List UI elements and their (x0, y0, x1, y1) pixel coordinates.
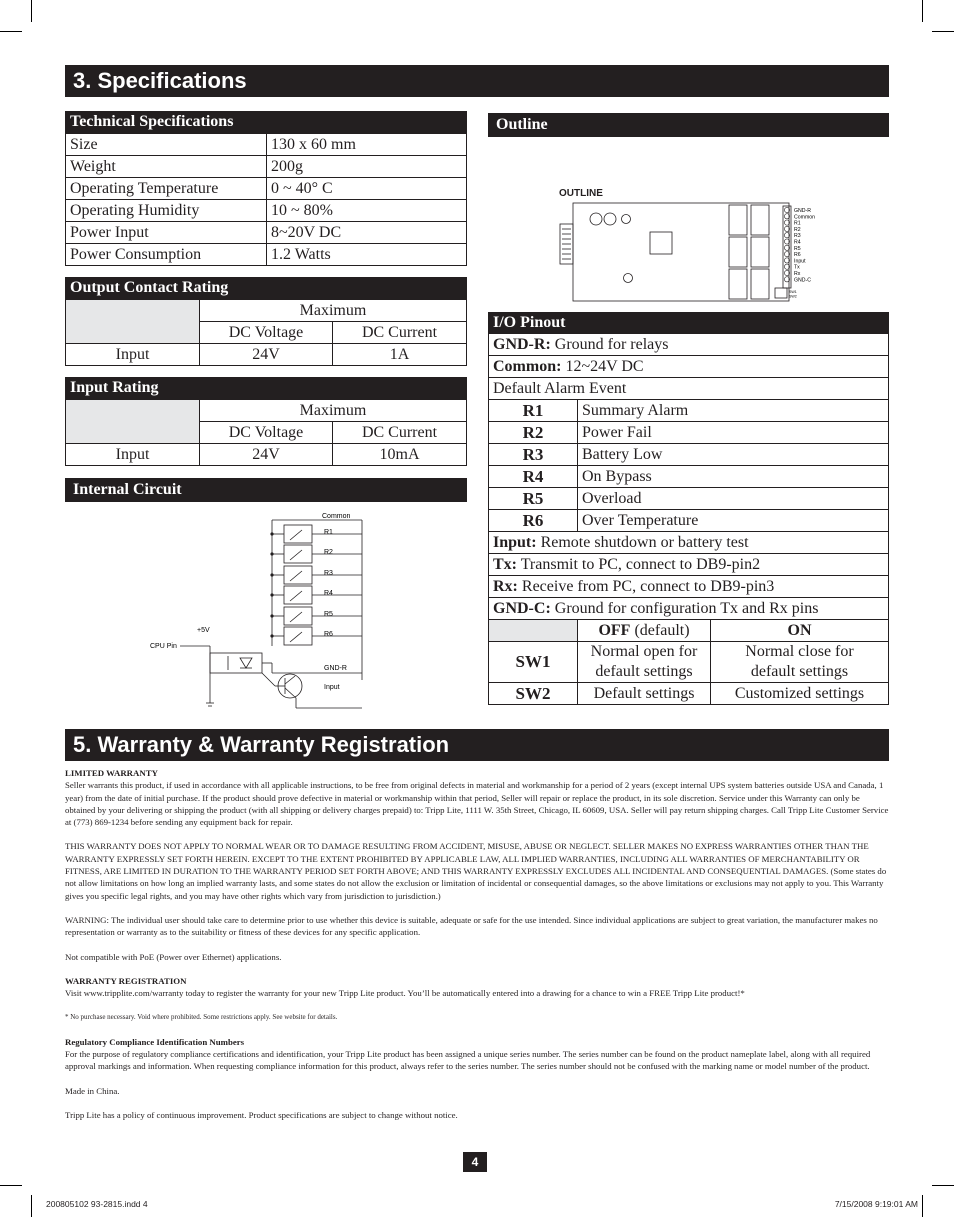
limited-warranty-heading: LIMITED WARRANTY (65, 768, 158, 778)
tech-spec-row (66, 178, 467, 200)
relay-id: R5 (489, 488, 578, 510)
gnd-r-row (489, 334, 889, 356)
current-value: 1A (333, 344, 467, 366)
crop-mark (922, 1195, 923, 1217)
relay-row (489, 400, 889, 422)
input-row (489, 532, 889, 554)
relay-id: R1 (489, 400, 578, 422)
relay-id: R3 (489, 444, 578, 466)
poe-text: Not compatible with PoE (Power over Ethernet) applications. (65, 951, 282, 962)
regulatory-text: For the purpose of regulatory compliance certifications and identification, your Tripp Lite product has been assigned a unique series number. The series number can be found on the product nameplate label, along with all required approval markings and information. When requesting compliance information for this product, always refer to the series number. The series number should not be confused with the marking name or model number of the product. (65, 1049, 871, 1072)
rx-text: Receive from PC, connect to DB9-pin3 (517, 577, 775, 595)
voltage-value: 24V (200, 344, 333, 366)
improvement-text: Tripp Lite has a policy of continuous improvement. Product specifications are subject to change without notice. (65, 1109, 458, 1120)
pin-label: Common (794, 214, 816, 221)
switch-label: SW1 (789, 290, 797, 294)
warranty-text (65, 767, 889, 1133)
sw2-on-cell: Customized settings (711, 683, 889, 705)
crop-mark (31, 0, 32, 22)
dc-current-label: DC Current (333, 422, 467, 444)
internal-circuit-header (65, 478, 467, 502)
crop-mark (0, 1185, 22, 1186)
cpu-pin-label: CPU Pin (150, 643, 177, 650)
tech-spec-row (66, 222, 467, 244)
pin-label: R1 (794, 220, 801, 227)
relay-row (489, 510, 889, 532)
slug-left: 200805102 93-2815.indd 4 (46, 1199, 148, 1209)
relay-event: On Bypass (578, 466, 889, 488)
relay-event: Power Fail (578, 422, 889, 444)
r5-label: R5 (324, 611, 333, 618)
voltage-value: 24V (200, 444, 333, 466)
input-label: Input: (493, 533, 537, 551)
row-label: Input (66, 444, 200, 466)
maximum-label: Maximum (200, 400, 467, 422)
crop-mark (0, 31, 22, 32)
blank-cell (489, 620, 578, 642)
regulatory-heading: Regulatory Compliance Identification Numbers (65, 1036, 245, 1047)
section-5-title: 5. Warranty & Warranty Registration (73, 732, 450, 757)
crop-mark (932, 31, 954, 32)
r4-label: R4 (324, 590, 333, 597)
outline-diagram (558, 202, 828, 304)
relay-event: Overload (578, 488, 889, 510)
default-alarm-row: Default Alarm Event (489, 378, 889, 400)
tx-text: Transmit to PC, connect to DB9-pin2 (517, 555, 761, 573)
input-rating-table (65, 399, 467, 466)
row-label: Input (66, 344, 200, 366)
sw1-label: SW1 (489, 642, 578, 683)
tech-spec-value: 0 ~ 40° C (267, 178, 467, 200)
tech-spec-row (66, 156, 467, 178)
dc-voltage-label: DC Voltage (200, 322, 333, 344)
common-label: Common: (493, 357, 562, 375)
tech-spec-value: 1.2 Watts (267, 244, 467, 266)
r2-label: R2 (324, 549, 333, 556)
tech-spec-label: Operating Humidity (66, 200, 267, 222)
outline-header (488, 113, 889, 137)
pin-label: R3 (794, 233, 801, 240)
dc-current-label: DC Current (333, 322, 467, 344)
gnd-c-label: GND-C: (493, 599, 551, 617)
relay-id: R4 (489, 466, 578, 488)
tech-spec-value: 8~20V DC (267, 222, 467, 244)
tech-spec-value: 10 ~ 80% (267, 200, 467, 222)
switch-label: SW2 (789, 294, 797, 299)
tech-specs-title: Technical Specifications (70, 113, 234, 130)
page-number: 4 (463, 1152, 487, 1172)
crop-mark (31, 1195, 32, 1217)
common-text: 12~24V DC (561, 357, 644, 375)
tech-spec-value: 130 x 60 mm (267, 134, 467, 156)
r1-label: R1 (324, 529, 333, 536)
output-contact-table (65, 299, 467, 366)
sw1-on-line1: Normal close for (745, 643, 854, 660)
rx-row (489, 576, 889, 598)
slug-right: 7/15/2008 9:19:01 AM (834, 1199, 918, 1209)
pin-label: Rx (794, 271, 801, 277)
tech-specs-header (65, 111, 467, 133)
io-pinout-title: I/O Pinout (493, 314, 566, 331)
pin-label: Tx (794, 264, 800, 271)
rx-label: Rx: (493, 577, 518, 595)
tech-spec-row (66, 134, 467, 156)
outline-diagram-title: OUTLINE (559, 188, 603, 199)
plus5v-label: +5V (197, 627, 210, 634)
maximum-label: Maximum (200, 300, 467, 322)
off-default-text: (default) (630, 621, 690, 639)
section-3-banner (65, 65, 889, 97)
tech-spec-row (66, 244, 467, 266)
section-3-title: 3. Specifications (73, 68, 247, 93)
relay-row (489, 422, 889, 444)
pin-label: R2 (794, 226, 801, 233)
footnote-text: * No purchase necessary. Void where prohibited. Some restrictions apply. See website for details. (65, 1013, 338, 1022)
input-label: Input (324, 684, 340, 691)
relay-id: R2 (489, 422, 578, 444)
tech-spec-value: 200g (267, 156, 467, 178)
input-rating-header (65, 377, 467, 399)
input-text: Remote shutdown or battery test (536, 533, 749, 551)
blank-cell (66, 300, 200, 344)
off-header (578, 620, 711, 642)
output-contact-header (65, 277, 467, 299)
pin-label: R6 (794, 252, 801, 259)
relay-event: Over Temperature (578, 510, 889, 532)
section-5-banner (65, 729, 889, 761)
blank-cell (66, 400, 200, 444)
on-header (711, 620, 889, 642)
common-row (489, 356, 889, 378)
pin-label: R5 (794, 245, 801, 252)
pin-label: R4 (794, 239, 801, 246)
sw2-off-cell: Default settings (578, 683, 711, 705)
tech-spec-label: Power Input (66, 222, 267, 244)
internal-circuit-title: Internal Circuit (73, 481, 182, 498)
tx-label: Tx: (493, 555, 517, 573)
internal-circuit-diagram (140, 508, 380, 713)
io-pinout-header (489, 313, 889, 334)
tx-row (489, 554, 889, 576)
gnd-r-label: GND-R (324, 665, 347, 672)
dc-voltage-label: DC Voltage (200, 422, 333, 444)
gnd-r-label: GND-R: (493, 335, 551, 353)
sw1-on-line2: default settings (750, 663, 849, 680)
outline-title: Outline (496, 116, 548, 133)
relay-row (489, 444, 889, 466)
relay-row (489, 466, 889, 488)
input-rating-title: Input Rating (70, 379, 159, 396)
tech-spec-label: Power Consumption (66, 244, 267, 266)
current-value: 10mA (333, 444, 467, 466)
r3-label: R3 (324, 570, 333, 577)
pin-label: GND-C (794, 277, 812, 284)
sw2-label: SW2 (489, 683, 578, 705)
tech-spec-label: Operating Temperature (66, 178, 267, 200)
relay-id: R6 (489, 510, 578, 532)
tech-specs-table (65, 133, 467, 266)
warning-text: WARNING: The individual user should take care to determine prior to use whether this device is suitable, adequate or safe for the use intended. Since individual applications are subject to great variation, the manufacturer makes no representation or warranty as to the suitability or fitness of these devices for any specific application. (65, 914, 878, 938)
crop-mark (922, 0, 923, 22)
registration-heading: WARRANTY REGISTRATION (65, 975, 187, 986)
relay-event: Summary Alarm (578, 400, 889, 422)
on-label: ON (787, 621, 812, 639)
pin-label: Input (794, 258, 806, 265)
made-in-text: Made in China. (65, 1085, 120, 1096)
gnd-r-text: Ground for relays (550, 335, 669, 353)
limited-warranty-text: Seller warrants this product, if used in accordance with all applicable instructions, to be free from original defects in material and workmanship for a period of 2 years (except internal UPS system batteries outside USA and Canada, 1 year) from the date of initial purchase. If the product should prove defective in material or workmanship within that period, Seller will repair or replace the product, in its sole discretion. Service under this Warranty can only be obtained by your delivering or shipping the product (with all shipping or delivery charges prepaid) to: Tripp Lite, 1111 W. 35th Street, Chicago, IL 60609, USA. Seller will pay return shipping charges. Call Tripp Lite Customer Service at (773) 869-1234 before sending any equipment back for repair. (65, 780, 889, 828)
off-label: OFF (598, 621, 631, 639)
gnd-c-text: Ground for configuration Tx and Rx pins (550, 599, 819, 617)
relay-event: Battery Low (578, 444, 889, 466)
common-label: Common (322, 513, 351, 520)
pin-label: GND-R (794, 208, 812, 214)
output-contact-title: Output Contact Rating (70, 279, 229, 296)
gnd-c-row (489, 598, 889, 620)
relay-row (489, 488, 889, 510)
sw1-on-cell (711, 642, 889, 683)
crop-mark (932, 1185, 954, 1186)
tech-spec-label: Weight (66, 156, 267, 178)
sw1-off-line2: default settings (595, 663, 693, 680)
io-pinout-table (488, 312, 889, 705)
tech-spec-row (66, 200, 467, 222)
tech-spec-label: Size (66, 134, 267, 156)
r6-label: R6 (324, 631, 333, 638)
registration-text: Visit www.tripplite.com/warranty today to register the warranty for your new Tripp Lite product. You’ll be automatically entered into a drawing for a chance to win a FREE Tripp Lite product!* (65, 988, 745, 999)
sw1-off-cell (578, 642, 711, 683)
sw1-off-line1: Normal open for (590, 643, 698, 660)
disclaimer-text: THIS WARRANTY DOES NOT APPLY TO NORMAL WEAR OR TO DAMAGE RESULTING FROM ACCIDENT, MISUSE, ABUSE OR NEGLECT. SELLER MAKES NO EXPRESS WARRANTIES OTHER THAN THE WARRANTY EXPRESSLY SET FORTH HEREIN. EXCEPT TO THE EXTENT PROHIBITED BY APPLICABLE LAW, ALL IMPLIED WARRANTIES, INCLUDING ALL WARRANTIES OF MERCHANTABILITY OR FITNESS, ARE LIMITED IN DURATION TO THE WARRANTY PERIOD SET FORTH ABOVE; AND THIS WARRANTY EXPRESSLY EXCLUDES ALL INCIDENTAL AND CONSEQUENTIAL DAMAGES. (Some states do not allow limitations on how long an implied warranty lasts, and some states do not allow the exclusion or limitation of incidental or consequential damages, so the above limitations or exclusions may not apply to you. This Warranty gives you specific legal rights, and you may have other rights which vary from jurisdiction to jurisdiction.) (65, 841, 887, 901)
